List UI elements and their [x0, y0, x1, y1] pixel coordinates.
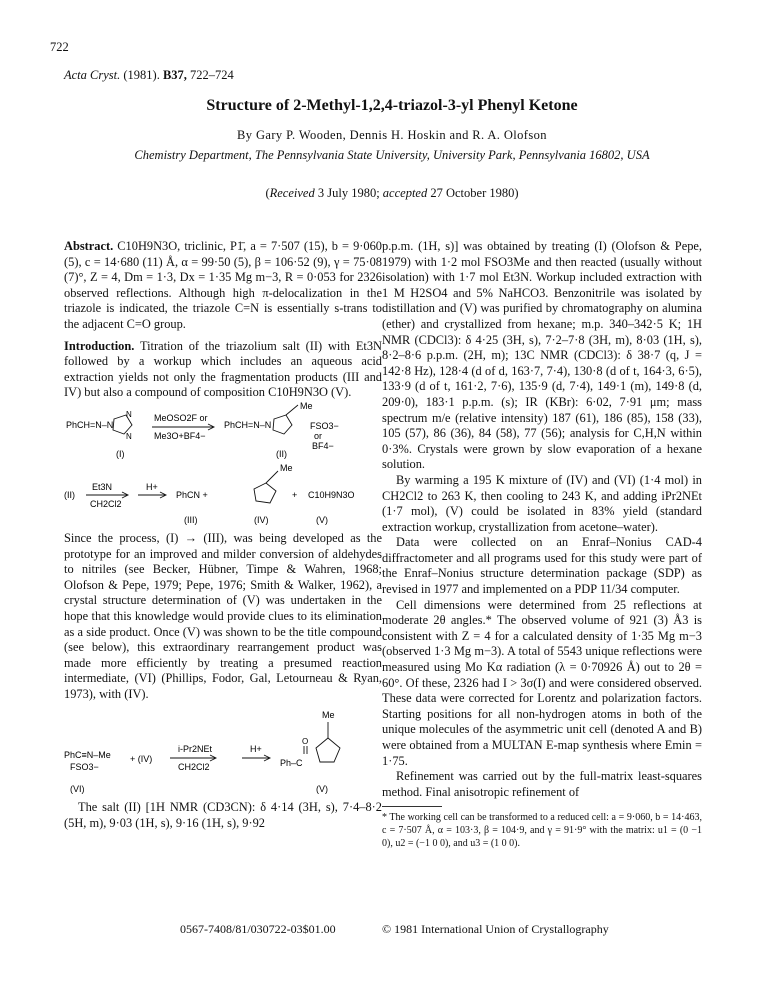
scheme-1-anion-or: or	[314, 430, 323, 441]
scheme-3-methyl: Me	[322, 710, 335, 721]
paragraph-refinement: Refinement was carried out by the full-matrix least-squares method. Final anisotropic refinement of	[382, 769, 702, 799]
scheme-2-product-1: PhCN +	[176, 489, 208, 500]
received-line: (Received 3 July 1980; accepted 27 October 1980)	[265, 186, 519, 200]
right-column	[382, 239, 702, 850]
scheme-3-acid: H+	[250, 744, 262, 755]
footnote-rule	[382, 806, 442, 807]
scheme-2-acid: H+	[146, 481, 158, 492]
scheme-3-plus-iv: + (IV)	[130, 754, 153, 765]
received-date: 3 July 1980;	[317, 186, 380, 200]
introduction	[64, 339, 382, 401]
paragraph-synthesis: p.p.m. (1H, s)] was obtained by treating (I) (Olofson & Pepe, 1979) with 1·2 mol FSO3Me and then reacted (usually without isolation) with 1·7 mol Et3N. Workup included extraction with 1 M H2SO4 and 5% NaHCO3. Benzonitrile was isolated by distillation and (V) was purified by chromatography on alumina (ether) and crystallized from hexane; m.p. 340–342·5 K; 1H NMR (CDCl3): δ 4·25 (3H, s), 7·2–7·8 (3H, m), 8·03 (1H, s), 8·2–8·6 p.p.m. (2H, m); 13C NMR (CDCl3): δ 38·7 (q, J = 142·8 Hz), 128·4 (d of d, 163·7, 7·4), 130·8 (d of t, 164·3, 6·5), 133·9 (d of t, 161·2, 7·6), 135·9 (d, 7·4), 149·1 (m), 149·8 (d, 209·0), 183·1 p.p.m. (s); IR (KBr): 6·02, 7·91 μm; mass spectrum m/e (relative intensity) 187 (61), 186 (85), 158 (33), 105 (57), 86 (36), 84 (58), 77 (56); analysis for C,H,N within 0·3%. Crystals were grown by slow evaporation of a hexane solution.	[382, 239, 702, 472]
scheme-3-drawing	[64, 704, 382, 800]
paragraph-warming: By warming a 195 K mixture of (IV) and (VI) (1·4 mol) in CH2Cl2 to 263 K, then cooling to 243 K, and adding iPr2NEt (1·7 mol), (V) could be isolated in 83% yield (standard extraction workup, crystallization from acetone–water).	[382, 472, 702, 534]
scheme-2-plus: +	[292, 489, 298, 500]
scheme-3-reactant: PhC≡N–Me	[64, 750, 111, 761]
scheme-1-label-II: (II)	[276, 448, 287, 459]
scheme-2-product-3: C10H9N3O	[308, 489, 355, 500]
footnote: * The working cell can be transformed to a reduced cell: a = 9·060, b = 14·463, c = 7·507 Å, α = 103·3, β = 104·9, and γ = 91·9° with the matrix: u1 = (0 −1 0), u2 = (−1 0 0), and u3 = (1 0 0).	[382, 812, 702, 850]
accepted-label: accepted	[382, 186, 428, 200]
journal-name: Acta Cryst.	[64, 68, 121, 82]
paragraph-salt: The salt (II) [1H NMR (CD3CN): δ 4·14 (3H, s), 7·4–8·2 (5H, m), 9·03 (1H, s), 9·16 (1H, s), 9·92	[64, 800, 382, 831]
journal-citation	[64, 68, 234, 84]
paragraph-data-collection: Data were collected on an Enraf–Nonius CAD-4 diffractometer and all programs used for this study were part of the Enraf–Nonius structure determination package (SDP) as revised in 1977 and implemented on a PDP 11/34 computer.	[382, 535, 702, 597]
scheme-3-base: i-Pr2NEt	[178, 744, 213, 755]
abstract-text: C10H9N3O, triclinic, P1̄, a = 7·507 (15), b = 9·060 (5), c = 14·680 (11) Å, α = 99·50 (5), β = 106·52 (9), γ = 75·08 (7)°, Z = 4, Dm = 1·3, Dx = 1·35 Mg m−3, R = 0·053 for 2326 observed reflections. Although high π-delocalization in the triazole is indicated, the triazole C=N is essentially s-trans to the adjacent C=O group.	[64, 239, 382, 331]
scheme-3-counterion: FSO3−	[70, 762, 99, 773]
received-label: Received	[269, 186, 315, 200]
abstract-heading: Abstract.	[64, 239, 114, 253]
scheme-2-methyl: Me	[280, 462, 293, 473]
paragraph-process: Since the process, (I) → (III), was being developed as the prototype for an improved and milder conversion of aldehydes to nitriles (see Becker, Hübner, Timpe & Wahren, 1968; Olofson & Pepe, 1979; Pepe, 1976; Smith & Walker, 1962), a crystal structure determination of (V) was undertaken in the hope that this knowledge would provide clues to its elimination as a side product. Once (V) was shown to be the title compound (see below), this extraordinary rearrangement product was made more efficiently by treating a presumed reaction intermediate, (VI) (Phillips, Fodor, Gal, Letourneau & Ryan, 1973), with (IV).	[64, 530, 382, 701]
scheme-1-product: PhCH=N–N	[224, 419, 272, 430]
scheme-1-reactant: PhCH=N–N	[66, 419, 114, 430]
svg-text:N: N	[126, 409, 132, 419]
scheme-1-reagent-bottom: Me3O+BF4−	[154, 430, 206, 441]
copyright-line: © 1981 International Union of Crystallography	[382, 922, 609, 936]
scheme-3-ketone: Ph–C	[280, 758, 303, 769]
scheme-3-label-V: (V)	[316, 784, 328, 795]
article-affiliation: Chemistry Department, The Pennsylvania State University, University Park, Pennsylvania 16802, USA	[134, 148, 650, 162]
scheme-2-base: Et3N	[92, 481, 113, 492]
article-title: Structure of 2-Methyl-1,2,4-triazol-3-yl Phenyl Ketone	[206, 97, 578, 114]
svg-text:O: O	[302, 737, 309, 747]
journal-year: (1981).	[123, 68, 160, 82]
scheme-1-anion-2: BF4−	[312, 440, 334, 451]
journal-volume: B37,	[162, 68, 187, 82]
article-authors: By Gary P. Wooden, Dennis H. Hoskin and R. A. Olofson	[237, 128, 547, 142]
page-number: 722	[50, 40, 69, 54]
reaction-scheme-3	[64, 704, 382, 800]
scheme-3-solvent: CH2Cl2	[178, 762, 210, 773]
scheme-1-anion-1: FSO3−	[310, 420, 339, 431]
left-column	[64, 239, 382, 832]
paragraph-cell-dimensions: Cell dimensions were determined from 25 reflections at moderate 2θ angles.* The observed volume of 921 (3) Å3 is consistent with Z = 4 for a calculated density of 1·35 Mg m−3 (observed 1·3 Mg m−3). A total of 5543 unique reflections were measured using Mo Kα radiation (λ = 0·70926 Å) out to 2θ = 60°. Of these, 2326 had I > 3σ(I) and were considered observed. These data were corrected for Lorentz and polarization factors. Starting positions for all non-hydrogen atoms in both of the unique molecules of the asymmetric unit cell (denoted A and B) were obtained from a MULTAN E-map synthesis where Emin = 1·75.	[382, 597, 702, 768]
scheme-2-start: (II)	[64, 489, 75, 500]
introduction-heading: Introduction.	[64, 338, 135, 353]
scheme-2-label-V: (V)	[316, 514, 328, 525]
scheme-1-methyl: Me	[300, 400, 313, 411]
reaction-scheme-2	[64, 461, 382, 531]
scheme-2-drawing	[64, 461, 382, 531]
accepted-date: 27 October 1980	[430, 186, 515, 200]
svg-text:N: N	[126, 431, 132, 441]
scheme-2-label-IV: (IV)	[254, 514, 269, 525]
scheme-3-label-VI: (VI)	[70, 784, 85, 795]
journal-pages: 722–724	[190, 68, 234, 82]
issn-line: 0567-7408/81/030722-03$01.00	[180, 922, 336, 936]
scheme-1-drawing	[64, 401, 382, 461]
reaction-scheme-1	[64, 401, 382, 461]
scheme-2-label-III: (III)	[184, 514, 198, 525]
scheme-2-solvent: CH2Cl2	[90, 498, 122, 509]
scheme-1-reagent-top: MeOSO2F or	[154, 412, 208, 423]
introduction-text: Titration of the triazolium salt (II) with Et3N followed by a workup which includes an aqueous acid extraction yields not only the fragmentation products (III and IV) but also a compound of composition C10H9N3O (V).	[64, 338, 382, 400]
abstract	[64, 239, 382, 333]
scheme-1-label-I: (I)	[116, 448, 125, 459]
